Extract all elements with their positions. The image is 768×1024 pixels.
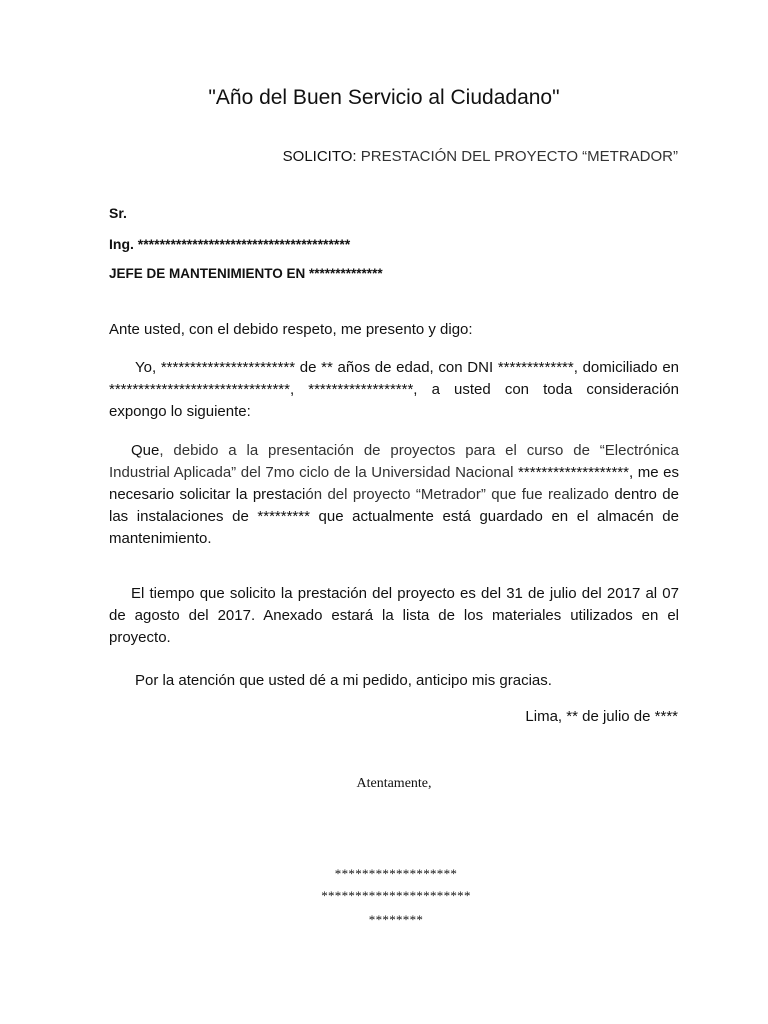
- intro-paragraph: Ante usted, con el debido respeto, me presento y digo:: [109, 321, 473, 338]
- solicito-label: SOLICITO:: [282, 148, 357, 165]
- recipient-line-2: Ing. ***************************************: [109, 236, 351, 252]
- solicito-text: PRESTACIÓN DEL PROYECTO “METRADOR”: [356, 148, 678, 165]
- signature-line-1: ******************: [334, 866, 458, 881]
- recipient-line-1: Sr.: [109, 205, 127, 221]
- paragraph-4: Por la atención que usted dé a mi pedido, anticipo mis gracias.: [135, 672, 552, 689]
- paragraph-3: El tiempo que solicito la prestación del proyecto es del 31 de julio del 2017 al 07 de agosto del 2017. Anexado estará la lista de los materiales utilizados en el proyecto.: [109, 585, 679, 646]
- paragraph-2-part-3: *******************, me es necesario solicitar la prestaci: [109, 464, 680, 503]
- place-and-date: Lima, ** de julio de ****: [525, 708, 678, 725]
- document-title: "Año del Buen Servicio al Ciudadano": [208, 86, 560, 109]
- closing-salutation: Atentamente,: [356, 776, 432, 791]
- paragraph-2-part-4: ón del proyecto “Metrador” que fue realizado: [305, 486, 609, 503]
- signature-line-2: **********************: [321, 888, 471, 903]
- paragraph-2-part-2: , debido a la presentación de proyectos para el curso de “Electrónica Industrial Aplicada” del 7mo ciclo de la Universidad Nacional: [109, 442, 679, 481]
- paragraph-1: Yo, *********************** de ** años de edad, con DNI *************, domiciliado en *******************************, ******************, a usted con toda consideración expongo lo siguiente:: [109, 359, 679, 420]
- paragraph-2-part-5: dentro de las instalaciones de ********* que actualmente está guardado en el almacén de mantenimiento.: [109, 486, 679, 547]
- solicito-line: [283, 148, 678, 165]
- paragraph-2-part-1: Que: [131, 442, 160, 459]
- paragraph-2: [109, 440, 679, 550]
- signature-line-3: ********: [368, 912, 424, 927]
- recipient-line-3: JEFE DE MANTENIMIENTO EN **************: [109, 266, 383, 281]
